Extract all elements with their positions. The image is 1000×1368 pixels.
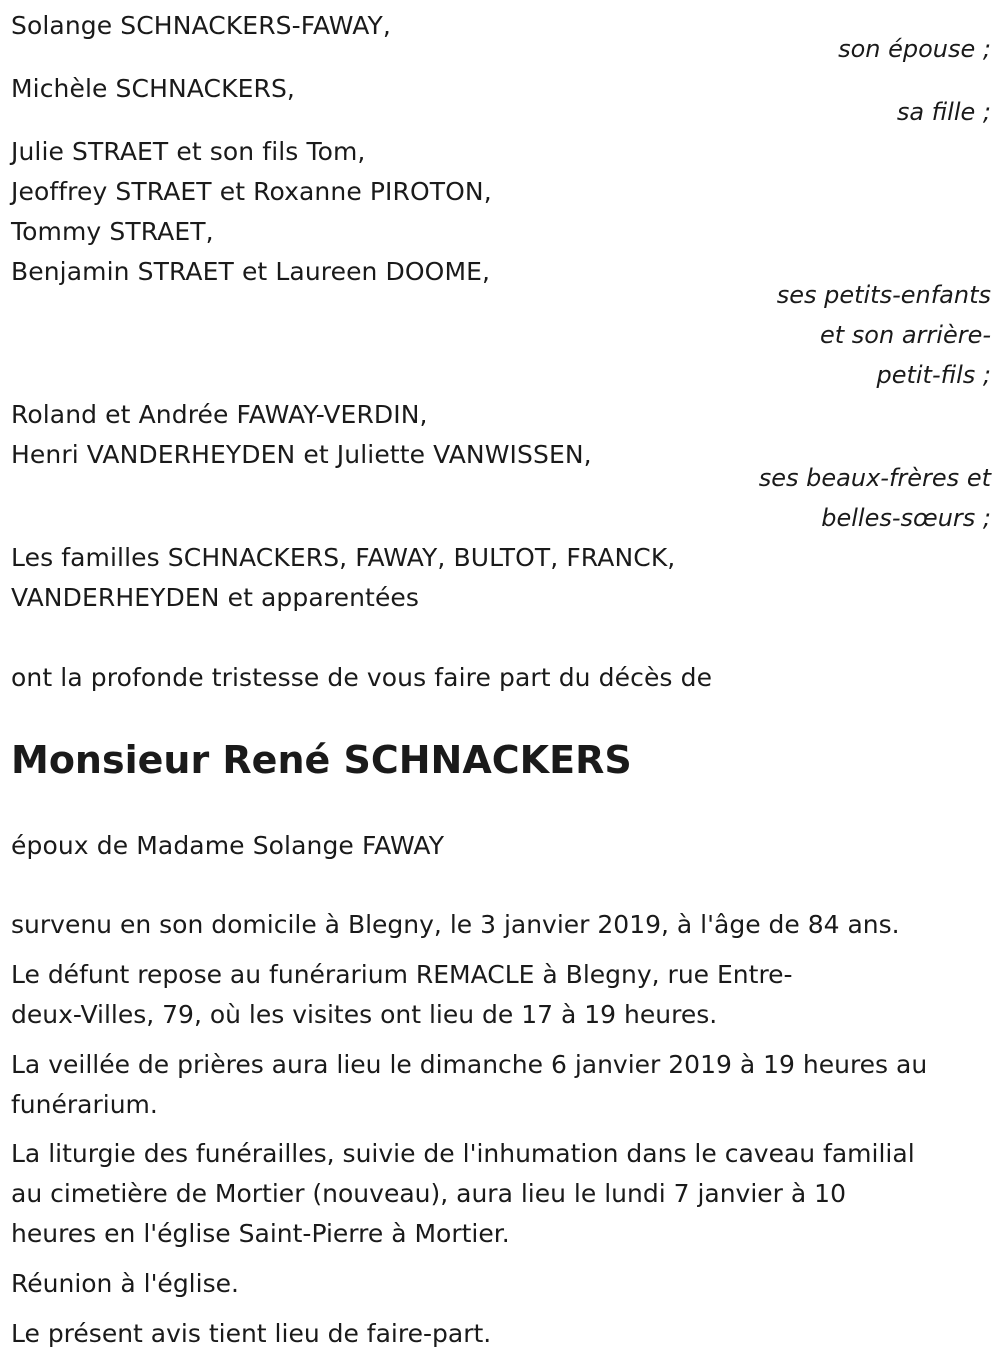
notice-block xyxy=(11,1314,991,1354)
spouse-of-text: époux de Madame Solange FAWAY xyxy=(11,831,445,860)
spouse-role-block xyxy=(11,29,991,69)
grandchildren-role-line: ses petits-enfants xyxy=(776,281,991,309)
liturgy-line: au cimetière de Mortier (nouveau), aura lieu le lundi 7 janvier à 10 xyxy=(11,1179,846,1208)
meeting-block xyxy=(11,1264,991,1304)
spouse-name: Solange SCHNACKERS-FAWAY, xyxy=(11,11,391,40)
grandchild-line: Julie STRAET et son fils Tom, xyxy=(11,137,366,166)
rest-line: deux-Villes, 79, où les visites ont lieu de 17 à 19 heures. xyxy=(11,1000,718,1029)
spouse-of-block xyxy=(11,826,991,866)
inlaws-role-line: belles-sœurs ; xyxy=(821,504,991,532)
announcement-block xyxy=(11,658,991,698)
grandchildren-block xyxy=(11,132,991,292)
grandchild-line: Tommy STRAET, xyxy=(11,217,214,246)
families-block xyxy=(11,538,991,618)
announcement-text: ont la profonde tristesse de vous faire part du décès de xyxy=(11,663,713,692)
daughter-role-block xyxy=(11,92,991,132)
liturgy-block xyxy=(11,1134,991,1254)
notice-text: Le présent avis tient lieu de faire-part. xyxy=(11,1319,492,1348)
vigil-block xyxy=(11,1045,991,1125)
deceased-block xyxy=(11,736,991,784)
rest-line: Le défunt repose au funérarium REMACLE à Blegny, rue Entre- xyxy=(11,960,793,989)
families-line: Les familles SCHNACKERS, FAWAY, BULTOT, FRANCK, xyxy=(11,543,676,572)
deceased-name: Monsieur René SCHNACKERS xyxy=(11,738,632,782)
death-text: survenu en son domicile à Blegny, le 3 janvier 2019, à l'âge de 84 ans. xyxy=(11,910,900,939)
death-details-block xyxy=(11,905,991,945)
meeting-text: Réunion à l'église. xyxy=(11,1269,239,1298)
grandchild-line: Jeoffrey STRAET et Roxanne PIROTON, xyxy=(11,177,492,206)
grandchildren-role-block xyxy=(11,275,991,395)
vigil-line: La veillée de prières aura lieu le dimanche 6 janvier 2019 à 19 heures au xyxy=(11,1050,928,1079)
grandchild-line: Benjamin STRAET et Laureen DOOME, xyxy=(11,257,491,286)
grandchildren-role-line: et son arrière- xyxy=(820,321,991,349)
inlaws-role-block xyxy=(11,458,991,538)
liturgy-line: La liturgie des funérailles, suivie de l'inhumation dans le caveau familial xyxy=(11,1139,915,1168)
liturgy-line: heures en l'église Saint-Pierre à Mortier. xyxy=(11,1219,510,1248)
inlaws-role-line: ses beaux-frères et xyxy=(758,464,991,492)
families-line: VANDERHEYDEN et apparentées xyxy=(11,583,420,612)
spouse-role: son épouse ; xyxy=(838,35,991,63)
daughter-name: Michèle SCHNACKERS, xyxy=(11,74,295,103)
rest-block xyxy=(11,955,991,1035)
inlaw-line: Henri VANDERHEYDEN et Juliette VANWISSEN, xyxy=(11,440,592,469)
vigil-line: funérarium. xyxy=(11,1090,158,1119)
grandchildren-role-line: petit-fils ; xyxy=(876,361,991,389)
inlaw-line: Roland et Andrée FAWAY-VERDIN, xyxy=(11,400,428,429)
daughter-role: sa fille ; xyxy=(896,98,991,126)
